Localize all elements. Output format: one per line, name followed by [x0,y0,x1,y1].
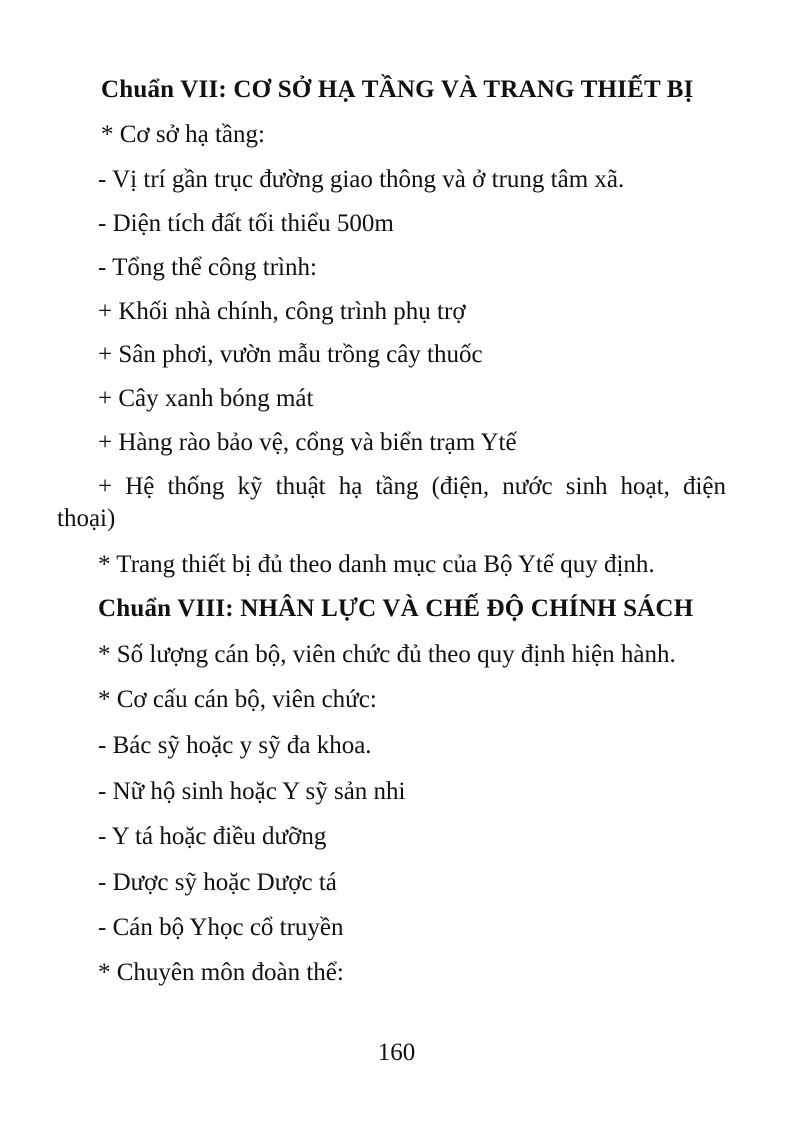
section-8-heading: Chuẩn VIII: NHÂN LỰC VÀ CHẾ ĐỘ CHÍNH SÁCH [98,595,694,622]
overall-works-label: - Tổng thể công trình: [98,254,317,281]
location-line: - Vị trí gần trục đường giao thông và ở trung tâm xã. [98,166,625,193]
infrastructure-label: * Cơ sở hạ tầng: [101,121,265,148]
section-7-heading: Chuẩn VII: CƠ SỞ HẠ TẦNG VÀ TRANG THIẾT BỊ [101,76,694,103]
fence-gate-item: + Hàng rào bảo vệ, cổng và biển trạm Ytế [98,429,517,456]
yard-garden-item: + Sân phơi, vườn mẫu trồng cây thuốc [98,341,483,368]
page-number: 160 [377,1039,416,1066]
traditional-medicine-line: - Cán bộ Yhọc cổ truyền [98,914,344,941]
nurse-line: - Y tá hoặc điều dưỡng [98,823,327,850]
midwife-line: - Nữ hộ sinh hoặc Y sỹ sản nhi [98,778,406,805]
staff-count-line: * Số lượng cán bộ, viên chức đủ theo quy định hiện hành. [98,641,676,668]
staff-structure-label: * Cơ cấu cán bộ, viên chức: [98,686,377,713]
equipment-line: * Trang thiết bị đủ theo danh mục của Bộ Ytế quy định. [98,551,655,578]
shade-trees-item: + Cây xanh bóng mát [98,385,314,412]
main-building-item: + Khối nhà chính, công trình phụ trợ [98,298,466,325]
technical-system-item: + Hệ thống kỹ thuật hạ tầng (điện, nước sinh hoạt, điện [98,473,726,500]
land-area-line: - Diện tích đất tối thiểu 500m [98,210,394,237]
specialty-label: * Chuyên môn đoàn thể: [98,959,344,986]
doctor-line: - Bác sỹ hoặc y sỹ đa khoa. [98,732,372,759]
pharmacist-line: - Dược sỹ hoặc Dược tá [98,869,337,896]
technical-system-item-continued: thoại) [57,505,116,532]
